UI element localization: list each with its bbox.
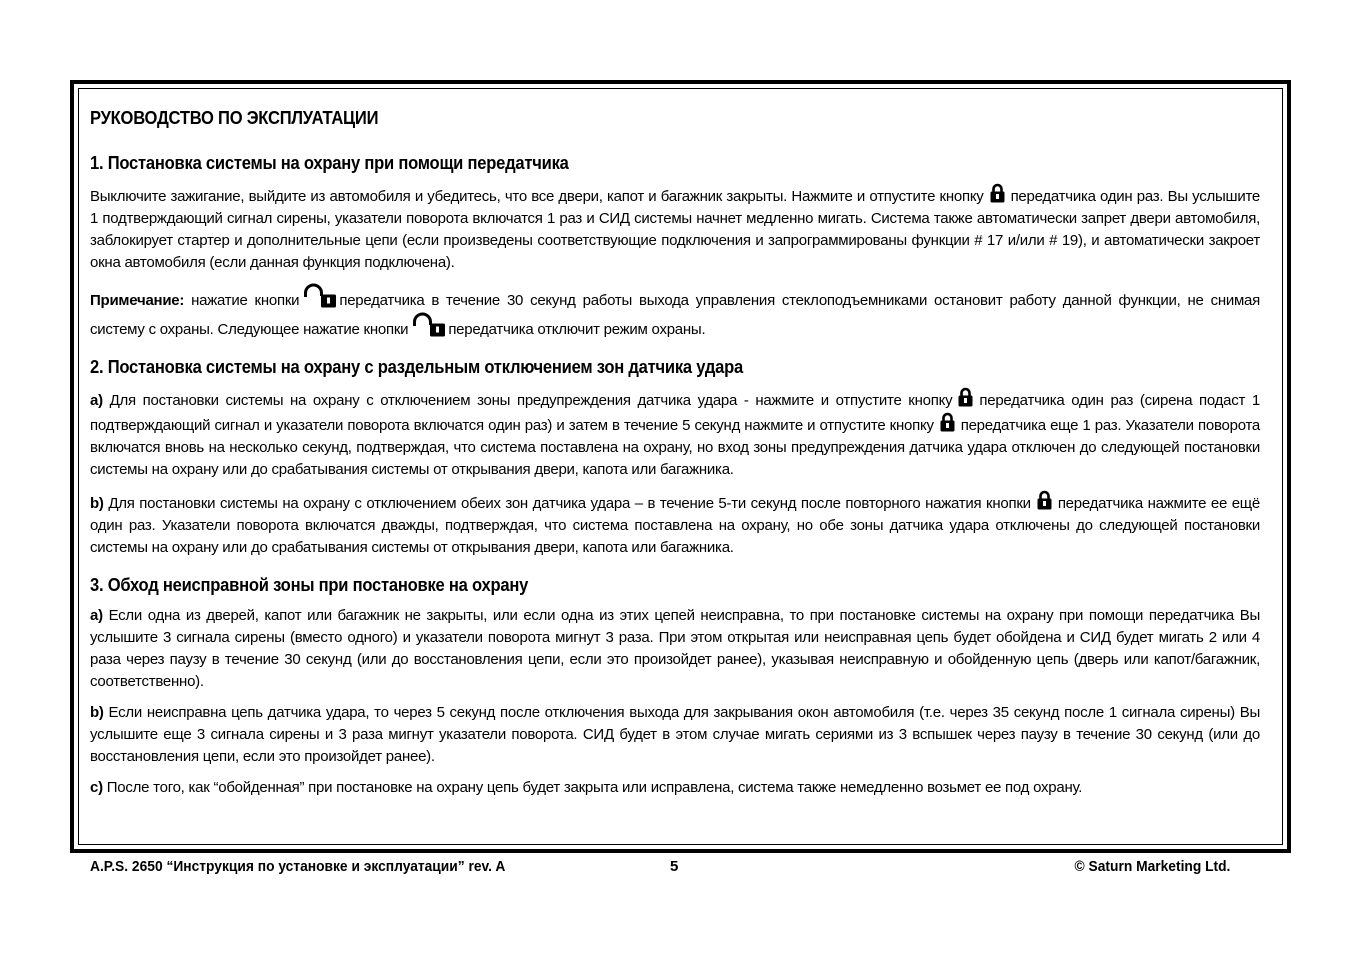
section-2-item-a xyxy=(90,387,1260,481)
page-number: 5 xyxy=(670,858,679,875)
page-title: РУКОВОДСТВО ПО ЭКСПЛУАТАЦИИ xyxy=(90,108,379,128)
unlock-icon xyxy=(412,312,446,338)
s3a-text: Если одна из дверей, капот или багажник не закрыты, или если одна из этих цепей неисправна, то при постановке системы на охрану при помощи передатчика Вы услышите 3 сигнала сирены (вместо одного) и указатели поворота мигнут 3 раза. При этом открытая или неисправная цепь будет обойдена и СИД будет мигать 2 или 4 раза через паузу в течение 30 секунд (или до восстановления цепи, если это произойдет ранее), указывая неисправную и обойденную цепь (дверь или капот/багажник, соответственно). xyxy=(90,607,1261,690)
section-2-heading: 2. Постановка системы на охрану с раздельным отключением зон датчика удара xyxy=(90,357,743,377)
footer-document-title: A.P.S. 2650 “Инструкция по установке и эксплуатации” rev. A xyxy=(90,858,506,875)
s1-text-a: Выключите зажигание, выйдите из автомобиля и убедитесь, что все двери, капот и багажник закрыты. Нажмите и отпустите кнопку xyxy=(90,188,984,205)
section-3-item-a xyxy=(90,605,1260,693)
footer-copyright: © Saturn Marketing Ltd. xyxy=(1074,858,1230,875)
note-text-c: передатчика отключит режим охраны. xyxy=(448,321,706,338)
s2a-text-1: Для постановки системы на охрану с отключением зоны предупреждения датчика удара - нажмите и отпустите кнопку xyxy=(109,392,953,409)
item-b-label: b) xyxy=(90,495,104,512)
item-a-label: а) xyxy=(90,607,103,624)
page-footer xyxy=(90,856,1230,878)
s3c-text: После того, как “обойденная” при постановке на охрану цепь будет закрыта или исправлена, система также немедленно возьмет ее под охрану. xyxy=(106,779,1083,796)
s2a-text-2: передатчика один раз (сирена подаст 1 подтверждающий сигнал и указатели поворота включатся один раз) и затем в течение 5 секунд нажмите и отпустите кнопку xyxy=(90,392,1261,434)
item-c-label: c) xyxy=(90,779,103,796)
section-1-heading: 1. Постановка системы на охрану при помощи передатчика xyxy=(90,153,569,173)
lock-icon xyxy=(940,412,955,432)
section-3-heading: 3. Обход неисправной зоны при постановке на охрану xyxy=(90,575,529,595)
document-body xyxy=(90,100,1260,808)
s2b-text-1: Для постановки системы на охрану с отключением обеих зон датчика удара – в течение 5-ти секунд после повторного нажатия кнопки xyxy=(108,495,1031,512)
item-a-label: а) xyxy=(90,392,103,409)
lock-icon xyxy=(1037,490,1052,510)
note-text-b: передатчика в течение 30 секунд работы выхода управления стеклоподъемниками остановит работу данной функции, не снимая систему с охраны. Следующее нажатие кнопки xyxy=(90,292,1261,338)
lock-icon xyxy=(990,183,1005,203)
section-3-item-c xyxy=(90,777,1260,799)
section-2-item-b xyxy=(90,490,1260,559)
s2b-text-2: передатчика нажмите ее ещё один раз. Указатели поворота включатся дважды, подтверждая, что система поставлена на охрану, но обе зоны датчика удара отключены до следующей постановки системы на охрану или до срабатывания системы от открывания двери, капота или багажника. xyxy=(90,495,1260,556)
s3b-text: Если неисправна цепь датчика удара, то через 5 секунд после отключения выхода для закрывания окон автомобиля (т.е. через 35 секунд после 1 сигнала сирены) Вы услышите еще 3 сигнала сирены и 3 раза мигнут указатели поворота. СИД будет в этом случае мигать сериями из 3 вспышек через паузу в течение 30 секунд (или до восстановления цепи, если это произойдет ранее). xyxy=(90,704,1260,765)
s2a-text-3: передатчика еще 1 раз. Указатели поворота включатся вновь на несколько секунд, подтверждая, что система поставлена на охрану, но вход зоны предупреждения датчика удара отключен до следующей постановки системы на охрану или до срабатывания системы от открывания двери, капота или багажника. xyxy=(90,417,1260,478)
section-1-note xyxy=(90,283,1260,341)
section-3-item-b xyxy=(90,702,1260,768)
section-1-paragraph xyxy=(90,183,1260,274)
s1-text-b: передатчика один раз. Вы услышите 1 подтверждающий сигнал сирены, указатели поворота включатся 1 раз и СИД системы начнет медленно мигать. Система также автоматически запрет двери автомобиля, заблокирует стартер и дополнительные цепи (если произведены соответствующие подключения и запрограммированы функции # 17 и/или # 19), и автоматически закроет окна автомобиля (если данная функция подключена). xyxy=(90,188,1261,271)
lock-icon xyxy=(958,387,973,407)
item-b-label: b) xyxy=(90,704,104,721)
note-label: Примечание: xyxy=(90,292,185,309)
unlock-icon xyxy=(303,283,337,309)
note-text-a: нажатие кнопки xyxy=(191,292,300,309)
